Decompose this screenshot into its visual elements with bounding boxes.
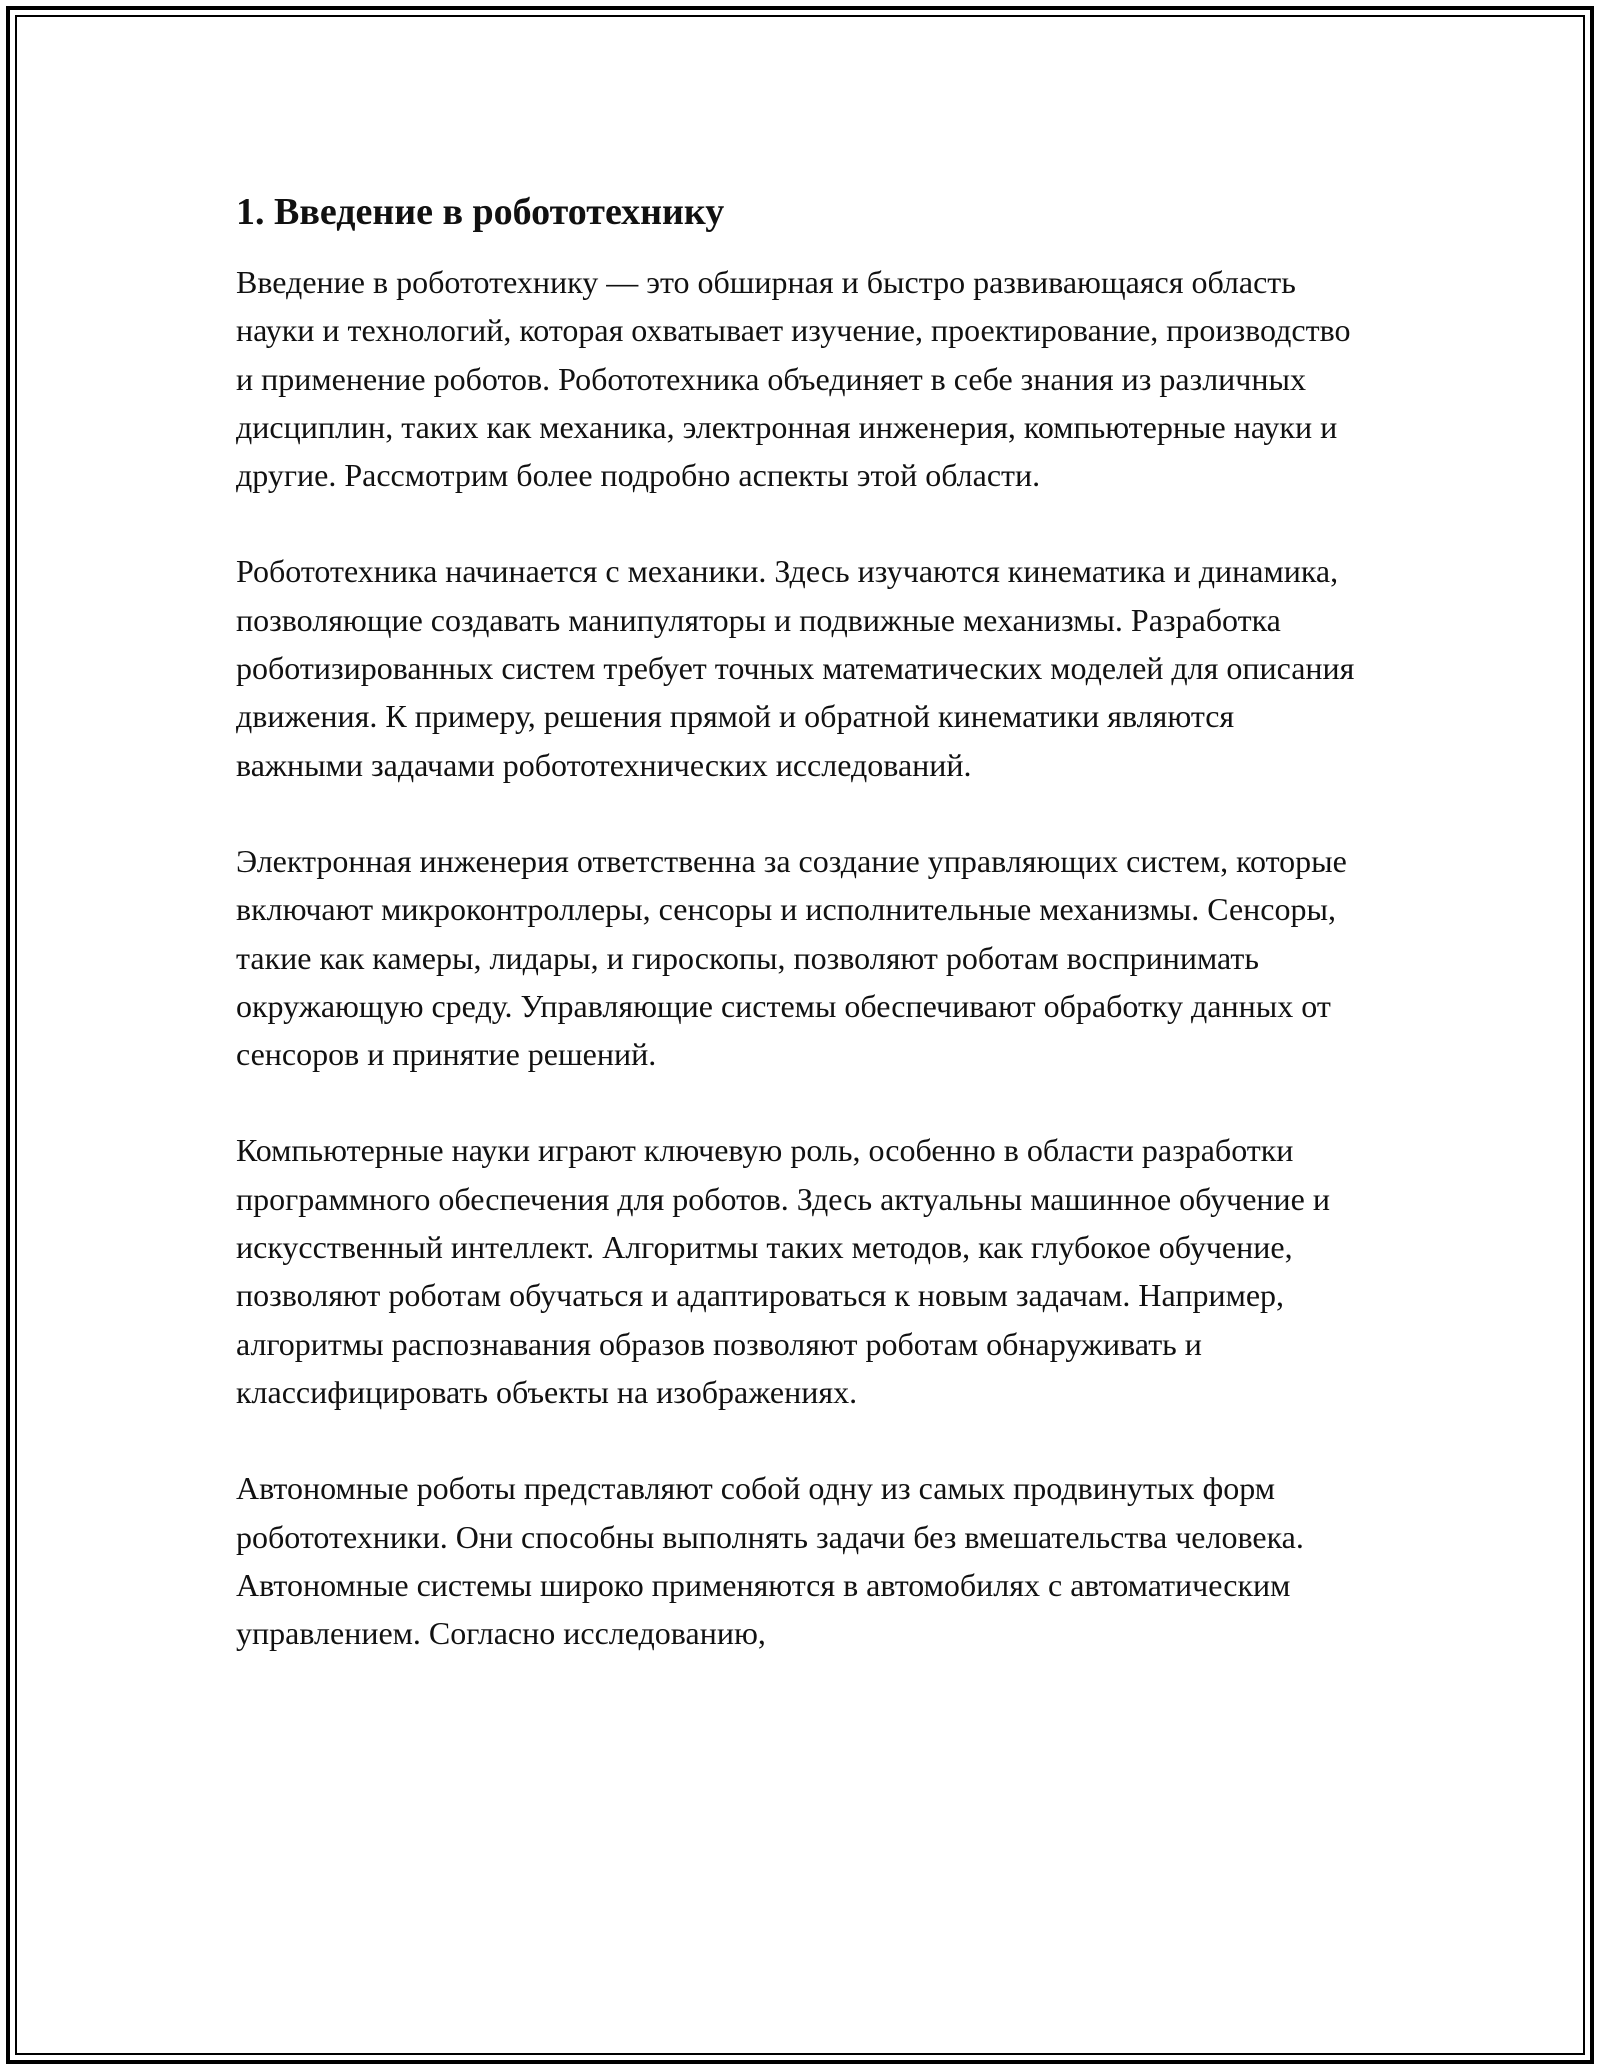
document-body: [236, 186, 1366, 1705]
paragraph-mechanics: Робототехника начинается с механики. Здесь изучаются кинематика и динамика, позволяющие создавать манипуляторы и подвижные механизмы. Разработка роботизированных систем требует точных математических моделей для описания движения. К примеру, решения прямой и обратной кинематики являются важными задачами робототехнических исследований.: [236, 553, 1355, 783]
paragraph-autonomous-robots: Автономные роботы представляют собой одну из самых продвинутых форм робототехники. Они способны выполнять задачи без вмешательства человека. Автономные системы широко применяются в автомобилях с автоматическим управлением. Согласно исследованию,: [236, 1470, 1304, 1652]
section-heading: 1. Введение в робототехнику: [236, 191, 725, 233]
paragraph-electronics: Электронная инженерия ответственна за создание управляющих систем, которые включают микроконтроллеры, сенсоры и исполнительные механизмы. Сенсоры, такие как камеры, лидары, и гироскопы, позволяют роботам воспринимать окружающую среду. Управляющие системы обеспечивают обработку данных от сенсоров и принятие решений.: [236, 842, 1347, 1073]
paragraph-introduction: Введение в робототехнику — это обширная и быстро развивающаяся область науки и технологий, которая охватывает изучение, проектирование, производство и применение роботов. Робототехника объединяет в себе знания из различных дисциплин, таких как механика, электронная инженерия, компьютерные науки и другие. Рассмотрим более подробно аспекты этой области.: [236, 264, 1351, 494]
paragraph-computer-science: Компьютерные науки играют ключевую роль, особенно в области разработки программного обеспечения для роботов. Здесь актуальны машинное обучение и искусственный интеллект. Алгоритмы таких методов, как глубокое обучение, позволяют роботам обучаться и адаптироваться к новым задачам. Например, алгоритмы распознавания образов позволяют роботам обнаруживать и классифицировать объекты на изображениях.: [236, 1132, 1330, 1410]
